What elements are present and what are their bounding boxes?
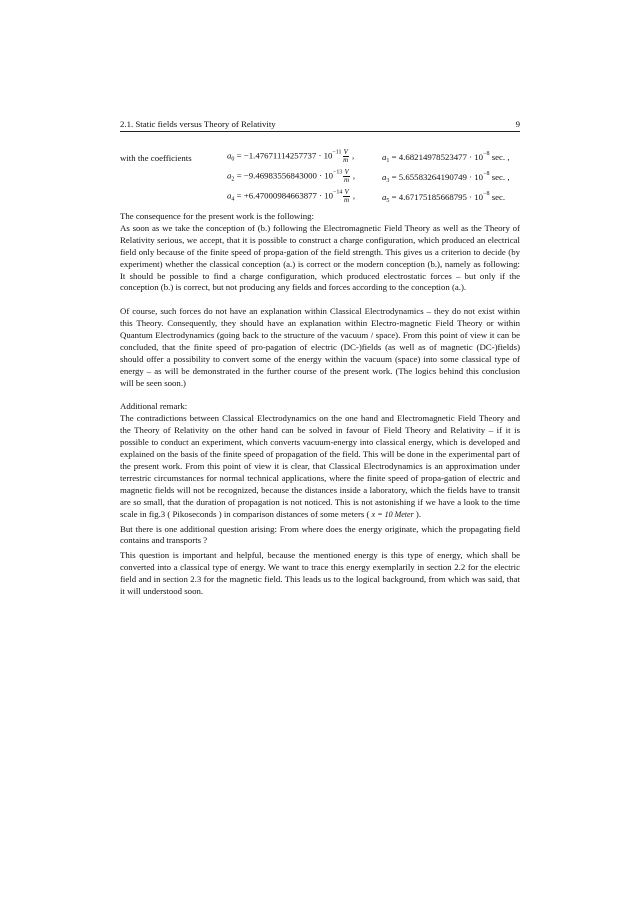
coefficient-a3: $a_3 = 5.65583264190749 \cdot 10^{-8}$ sec. , [382, 171, 510, 184]
running-header [120, 117, 520, 131]
coefficient-a4: $a_4 = +6.47000984663877 \cdot 10^{-14}$ $\frac{V}{m}$ , [227, 188, 356, 204]
header-rule [120, 131, 520, 132]
coefficient-a0: $a_0 = -1.47671114257737 \cdot 10^{-11}$ $\frac{V}{m}$ , [227, 148, 355, 164]
paragraph-title: The consequence for the present work is the following: [120, 211, 314, 221]
paragraph: Of course, such forces do not have an explanation within Classical Electrodynamics – they do not exist within this Theory. Consequently, they should have an explanation within Electro-magnetic Field Theory or within Quantum Electrodynamics (going back to the structure of the vacuum / space). From this point of view it can be concluded, that the finite speed of pro-pagation of electric (DC-)fields (as well as of magnetic (DC-)fields) should offer a possibility to convert some of the energy within the vacuum (space) into some classical type of energy – as will be demonstrated in the further course of the present work. (The logics behind this conclusion will be seen soon.) [120, 306, 520, 388]
coefficient-block [120, 147, 520, 209]
page-number: 9 [515, 119, 520, 129]
coefficient-a1: $a_1 = 4.68214978523477 \cdot 10^{-8}$ sec. , [382, 151, 510, 164]
coefficients-lead: with the coefficients [120, 153, 192, 163]
inline-math: x = 10 Meter [371, 509, 414, 519]
coefficient-a5: $a_5 = 4.67175185668795 \cdot 10^{-8}$ sec. [382, 191, 506, 204]
paragraph: The contradictions between Classical Electrodynamics on the one hand and Electromagnetic Field Theory and the Theory of Relativity on the other hand can be solved in favour of Field Theory and Relativity – if it is possible to conduct an experiment, which converts vacuum-energy into classical energy, which is developed and explained on the basis of the finite speed of propagation of the field. This will be done in the experimental part of the present work. From this point of view it is clear, that Classical Electrodynamics is an approximation under terrestric circumstances for normal technical applications, where the finite speed of propa-gation of electric and magnetic fields will not be recognized, because the distances inside a laboratory, which the fields have to transit are so small, that the duration of propagation is not noticed. This is not astonishing if we have a look to the time scale in fig.3 ( Pikoseconds ) in comparison distances of some meters ( x = 10 Meter ). [120, 413, 520, 519]
paragraph: But there is one additional question arising: From where does the energy originate, which the propagating field contains and transports ? [120, 523, 520, 546]
paragraph: This question is important and helpful, because the mentioned energy is this type of energy, which shall be converted into a classical type of energy. We want to trace this energy exemplarily in section 2.2 for the electric field and in section 2.3 for the magnetic field. This leads us to the logical background, from which was said, that it will understood soon. [120, 550, 520, 597]
paragraph: As soon as we take the conception of (b.) following the Electromagnetic Field Theory as well as the Theory of Relativity serious, we accept, that it is possible to construct a charge configuration, which produced an electrical field only because of the finite speed of propa-gation of the field strength. This gives us a criterion to decide (by experiment) whether the classical conception (a.) is correct or the modern conception (b.), namely as following: It should be possible to find a charge configuration, which produced electrostatic forces – but only if the conception (b.) is correct, but not producing any fields and forces according to the conception (a.). [120, 222, 520, 293]
coefficient-a2: $a_2 = -9.46983556843000 \cdot 10^{-13}$ $\frac{V}{m}$ , [227, 168, 356, 184]
body-text [120, 211, 520, 598]
section-title: 2.1. Static fields versus Theory of Relativity [120, 119, 276, 129]
paragraph-title: Additional remark: [120, 401, 188, 412]
